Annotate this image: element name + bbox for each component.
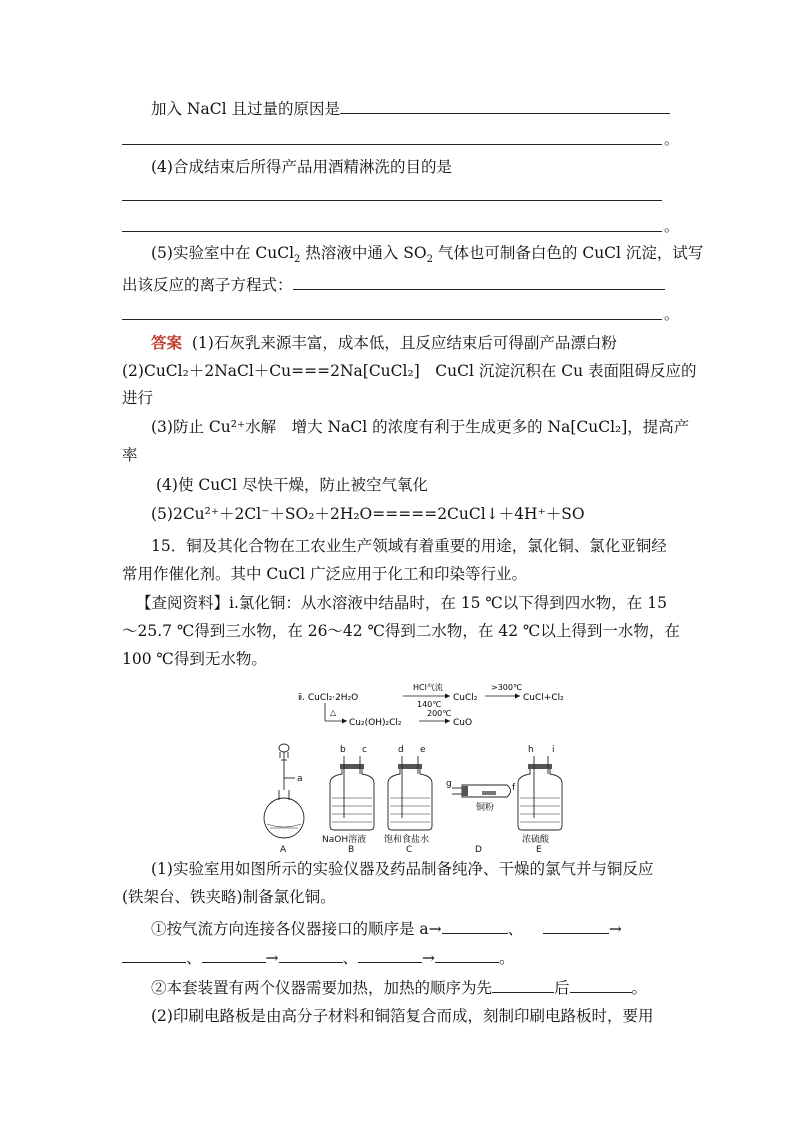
q15-line2: 常用作催化剂。其中 CuCl 广泛应用于化工和印染等行业。	[122, 565, 528, 583]
arrow: →	[422, 949, 436, 967]
q15-info2: ～25.7 ℃得到三水物，在 26～42 ℃得到二水物，在 42 ℃以上得到一水物，在	[122, 622, 680, 640]
scheme-branch-product: CuO	[453, 718, 473, 728]
answer-blank[interactable]	[293, 273, 665, 290]
port-f-label: f	[512, 783, 516, 793]
q15-line1: 15．铜及其化合物在工农业生产领域有着重要的用途，氯化铜、氯化亚铜经	[151, 537, 667, 555]
reaction-scheme	[295, 675, 565, 730]
reagent-brine: 饱和食盐水	[384, 835, 430, 845]
port-d-label: d	[398, 745, 404, 755]
answer-blank[interactable]	[202, 946, 266, 963]
answer-blank[interactable]	[435, 946, 499, 963]
apparatus-diagram	[262, 738, 582, 853]
scheme-cond3-top: 200℃	[427, 709, 452, 718]
end-mark: 。	[664, 305, 680, 323]
q15-p1-sub2	[151, 976, 647, 999]
port-b-label: b	[340, 745, 346, 755]
q15-p2-line1: (2)印刷电路板是由高分子材料和铜箔复合而成，刻制印刷电路板时，要用	[151, 1007, 654, 1025]
port-c-label: c	[362, 745, 367, 755]
answer-blank[interactable]	[122, 144, 662, 145]
scheme-delta: △	[330, 708, 337, 717]
scheme-arrowhead-3	[342, 719, 347, 724]
apparatus-b	[330, 756, 374, 830]
q15-p1-sub1	[151, 917, 622, 940]
scheme-product: CuCl+Cl₂	[523, 693, 564, 703]
q15-info1: 【查阅资料】ⅰ.氯化铜：从水溶液中结晶时，在 15 ℃以下得到四水物，在 15	[136, 594, 667, 612]
scheme-mid: CuCl₂	[453, 693, 478, 703]
apparatus-d	[452, 785, 511, 797]
reagent-naoh: NaOH溶液	[322, 835, 367, 845]
port-h-label: h	[528, 745, 534, 755]
answer-blank[interactable]	[442, 917, 508, 934]
answer-3-cont: 率	[122, 446, 138, 464]
answer-blank[interactable]	[570, 976, 632, 993]
q15-info3: 100 ℃得到无水物。	[122, 650, 267, 668]
port-i-label: i	[552, 745, 555, 755]
scheme-arrowhead-4	[445, 719, 450, 724]
answer-blank[interactable]	[122, 319, 662, 320]
scheme-branch: Cu₂(OH)₂Cl₂	[349, 718, 402, 728]
sub1-text: ①按气流方向连接各仪器接口的顺序是 a→	[151, 920, 442, 938]
q-nacl-reason-text: 加入 NaCl 且过量的原因是	[151, 100, 340, 118]
sep: 、	[186, 949, 202, 967]
scheme-arrowhead-2	[515, 694, 520, 699]
answer-3: (3)防止 Cu²⁺水解 增大 NaCl 的浓度有利于生成更多的 Na[CuCl₂]，提高产	[151, 418, 690, 436]
q5-text-2: 热溶液中通入 SO	[300, 244, 427, 262]
q15-p1-line1: (1)实验室用如图所示的实验仪器及药品制备纯净、干燥的氯气并与铜反应	[151, 860, 654, 878]
q-nacl-reason-line	[151, 97, 670, 120]
port-g-label: g	[446, 779, 452, 789]
port-a-label: a	[297, 774, 303, 784]
answer-1: (1)石灰乳来源丰富，成本低，且反应结束后可得副产品漂白粉	[191, 334, 617, 352]
sep: 、	[342, 949, 359, 967]
apparatus-e	[518, 756, 562, 830]
scheme-cond1-bot: 140℃	[417, 700, 442, 709]
apparatus-c	[388, 756, 432, 830]
port-e-label: e	[420, 745, 426, 755]
q15-p1-line2: (铁架台、铁夹略)制备氯化铜。	[122, 888, 336, 906]
scheme-cond1-top: HCl气流	[413, 683, 443, 692]
reagent-copper-powder: 铜粉	[476, 803, 495, 813]
sub2-text-a: ②本套装置有两个仪器需要加热，加热的顺序为先	[151, 979, 493, 997]
q5-line1: (5)实验室中在 CuCl$_2$ 热溶液中通入 $SO_2$ 气体也可制备白色的 CuCl 沉淀，试写	[151, 244, 704, 266]
answer-2-cont: 进行	[122, 389, 154, 407]
sub2-text-b: 后	[554, 979, 570, 997]
end-mark: 。	[631, 979, 648, 997]
answer-label: 答案	[151, 334, 183, 352]
apparatus-a	[264, 744, 304, 838]
answer-blank[interactable]	[543, 917, 609, 934]
label-e: E	[536, 845, 542, 853]
q5-text-4: 出该反应的离子方程式：	[122, 276, 293, 294]
answer-blank[interactable]	[122, 946, 186, 963]
label-c: C	[406, 845, 413, 853]
scheme-start: ⅱ. CuCl₂·2H₂O	[298, 693, 359, 703]
answer-5: (5)2Cu²⁺＋2Cl⁻＋SO₂＋2H₂O=====2CuCl↓＋4H⁺＋SO	[151, 505, 585, 523]
answer-blank[interactable]	[122, 231, 662, 232]
label-b: B	[348, 845, 355, 853]
answer-blank[interactable]	[492, 976, 554, 993]
reagent-h2so4: 浓硫酸	[522, 835, 550, 845]
q4-text: (4)合成结束后所得产品用酒精淋洗的目的是	[151, 158, 452, 176]
answer-blank[interactable]	[358, 946, 422, 963]
end-mark: 。	[664, 130, 680, 148]
end-mark: 。	[499, 949, 515, 967]
answer-4: (4)使 CuCl 尽快干燥，防止被空气氧化	[156, 476, 428, 494]
answer-blank[interactable]	[279, 946, 343, 963]
sep: 、	[507, 920, 524, 938]
end-mark: 。	[664, 217, 680, 235]
q5-line2	[122, 273, 665, 296]
arrow: →	[608, 920, 622, 938]
q5-text-3: 气体也可制备白色的 CuCl 沉淀，试写	[432, 244, 704, 262]
q5-text-1: (5)实验室中在 CuCl	[151, 244, 295, 262]
arrow: →	[265, 949, 279, 967]
answer-blank[interactable]	[340, 97, 670, 114]
q15-p1-sub1-cont	[122, 946, 515, 969]
answer-2: (2)CuCl₂＋2NaCl＋Cu===2Na[CuCl₂] CuCl 沉淀沉积在 Cu 表面阻碍反应的	[122, 362, 697, 380]
answer-line-1	[151, 332, 617, 354]
answer-blank[interactable]	[122, 200, 662, 201]
scheme-arrowhead-1	[445, 694, 450, 699]
label-a: A	[280, 845, 287, 853]
label-d: D	[475, 845, 482, 853]
scheme-cond2-top: >300℃	[491, 683, 522, 692]
